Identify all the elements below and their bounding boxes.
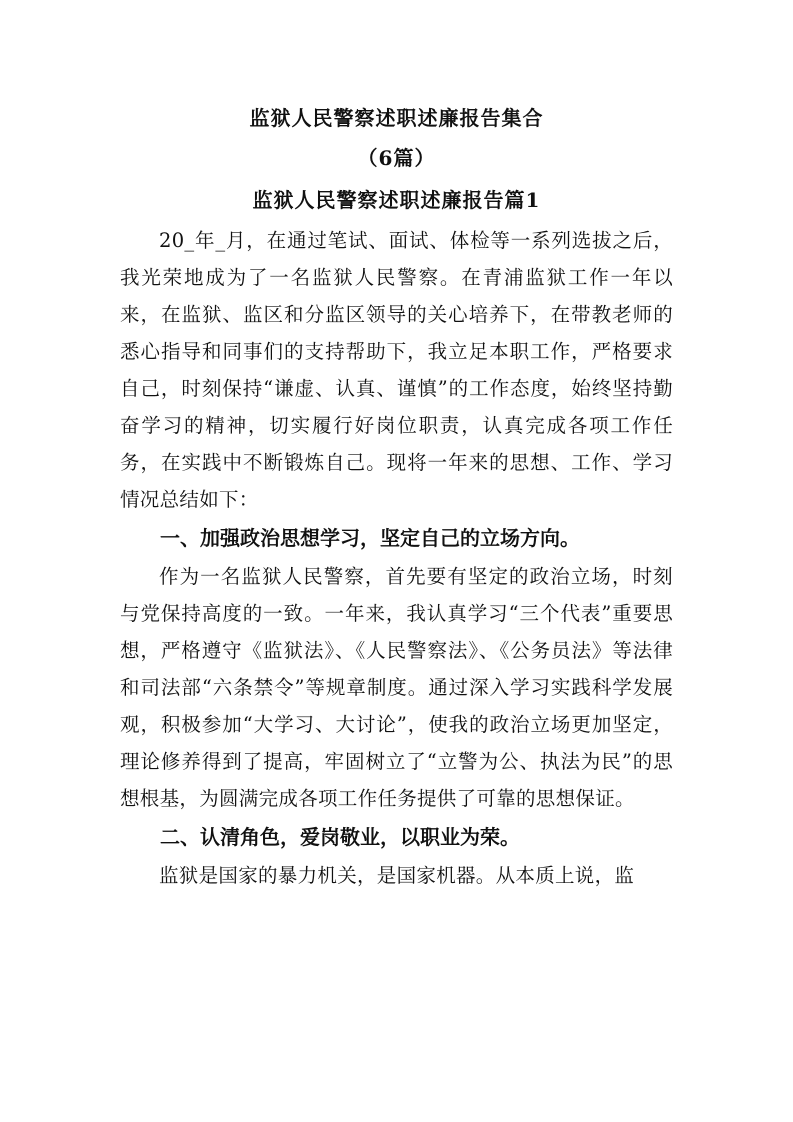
section-2-paragraph: 监狱是国家的暴力机关，是国家机器。从本质上说，监 bbox=[159, 864, 635, 887]
document-subtitle: （6篇） bbox=[357, 146, 436, 170]
part-title: 监狱人民警察述职述廉报告篇1 bbox=[252, 188, 541, 212]
document-title: 监狱人民警察述职述廉报告集合 bbox=[249, 106, 544, 130]
section-1-paragraph: 作为一名监狱人民警察，首先要有坚定的政治立场，时刻与党保持高度的一致。一年来，我认真学习“三个代表”重要思想，严格遵守《监狱法》、《人民警察法》、《公务员法》等法律和司法部“六条禁令”等规章制度。通过深入学习实践科学发展观，积极参加“大学习、大讨论”，使我的政治立场更加坚定，理论修养得到了提高，牢固树立了“立警为公、执法为民”的思想根基，为圆满完成各项工作任务提供了可靠的思想保证。 bbox=[120, 565, 673, 810]
section-heading-1: 一、加强政治思想学习，坚定自己的立场方向。 bbox=[160, 526, 580, 550]
intro-paragraph: 20_年_月，在通过笔试、面试、体检等一系列选拔之后，我光荣地成为了一名监狱人民警察。在青浦监狱工作一年以来，在监狱、监区和分监区领导的关心培养下，在带教老师的悉心指导和同事们的支持帮助下，我立足本职工作，严格要求自己，时刻保持“谦虚、认真、谨慎”的工作态度，始终坚持勤奋学习的精神，切实履行好岗位职责，认真完成各项工作任务，在实践中不断锻炼自己。现将一年来的思想、工作、学习情况总结如下： bbox=[120, 229, 673, 511]
section-heading-2: 二、认清角色，爱岗敬业，以职业为荣。 bbox=[160, 825, 520, 849]
